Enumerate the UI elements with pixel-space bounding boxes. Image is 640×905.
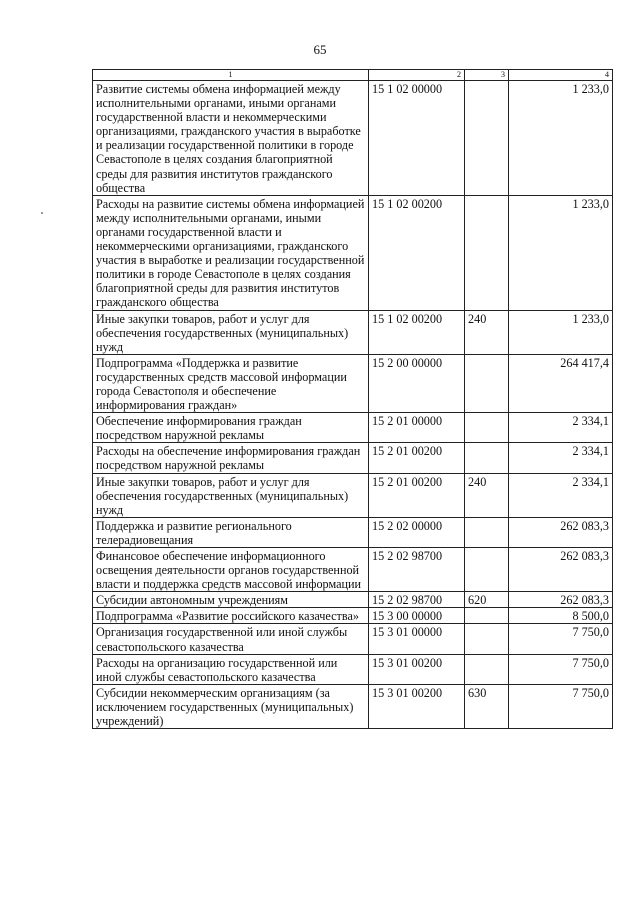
- row-amount: 7 750,0: [509, 624, 613, 654]
- table-row: [93, 548, 613, 592]
- row-amount: 262 083,3: [509, 517, 613, 547]
- row-type: [465, 354, 509, 412]
- row-type: [465, 608, 509, 624]
- row-type: [465, 624, 509, 654]
- row-code: 15 3 00 00000: [369, 608, 465, 624]
- table-row: [93, 608, 613, 624]
- header-col-3: 3: [465, 70, 509, 81]
- scan-artifact: [41, 212, 43, 214]
- row-amount: 262 083,3: [509, 548, 613, 592]
- row-name: Поддержка и развитие регионального телерадиовещания: [93, 517, 369, 547]
- row-amount: 1 233,0: [509, 195, 613, 310]
- row-type: [465, 81, 509, 196]
- row-amount: 2 334,1: [509, 443, 613, 473]
- table-row: [93, 592, 613, 608]
- row-name: Подпрограмма «Развитие российского казачества»: [93, 608, 369, 624]
- table-row: [93, 443, 613, 473]
- table-row: [93, 654, 613, 684]
- row-name: Обеспечение информирования граждан посредством наружной рекламы: [93, 413, 369, 443]
- row-code: 15 2 02 00000: [369, 517, 465, 547]
- table-body: [93, 81, 613, 729]
- row-name: Субсидии автономным учреждениям: [93, 592, 369, 608]
- row-code: 15 3 01 00000: [369, 624, 465, 654]
- row-name: Субсидии некоммерческим организациям (за исключением государственных (муниципальных) учреждений): [93, 684, 369, 728]
- row-type: 620: [465, 592, 509, 608]
- row-type: [465, 195, 509, 310]
- row-code: 15 1 02 00200: [369, 310, 465, 354]
- header-col-1: 1: [93, 70, 369, 81]
- row-amount: 1 233,0: [509, 81, 613, 196]
- table-row: [93, 195, 613, 310]
- row-code: 15 2 01 00000: [369, 413, 465, 443]
- row-code: 15 3 01 00200: [369, 654, 465, 684]
- row-type: 240: [465, 310, 509, 354]
- page-number: 65: [313, 42, 327, 57]
- row-name: Иные закупки товаров, работ и услуг для обеспечения государственных (муниципальных) нужд: [93, 310, 369, 354]
- row-name: Подпрограмма «Поддержка и развитие государственных средств массовой информации города Севастополя и обеспечение информирования граждан»: [93, 354, 369, 412]
- row-name: Развитие системы обмена информацией между исполнительными органами, иными органами государственной власти и некоммерческими организациями, гражданского участия в выработке и реализации государственной политики в городе Севастополе в целях создания благоприятной среды для развития институтов гражданского общества: [93, 81, 369, 196]
- row-code: 15 2 02 98700: [369, 592, 465, 608]
- row-amount: 7 750,0: [509, 684, 613, 728]
- row-name: Организация государственной или иной службы севастопольского казачества: [93, 624, 369, 654]
- table-row: [93, 81, 613, 196]
- row-type: 240: [465, 473, 509, 517]
- row-type: [465, 654, 509, 684]
- table-row: [93, 310, 613, 354]
- row-type: [465, 413, 509, 443]
- row-amount: 2 334,1: [509, 413, 613, 443]
- row-name: Расходы на организацию государственной или иной службы севастопольского казачества: [93, 654, 369, 684]
- table-row: [93, 517, 613, 547]
- row-name: Расходы на обеспечение информирования граждан посредством наружной рекламы: [93, 443, 369, 473]
- row-code: 15 2 02 98700: [369, 548, 465, 592]
- row-amount: 1 233,0: [509, 310, 613, 354]
- table-row: [93, 354, 613, 412]
- table-row: [93, 684, 613, 728]
- row-name: Расходы на развитие системы обмена информацией между исполнительными органами, иными органами государственной власти и некоммерческими организациями, гражданского участия в выработке и реализации государственной политики в городе Севастополе в целях создания благоприятной среды для развития институтов гражданского общества: [93, 195, 369, 310]
- row-code: 15 1 02 00000: [369, 81, 465, 196]
- row-type: 630: [465, 684, 509, 728]
- row-type: [465, 443, 509, 473]
- table-row: [93, 413, 613, 443]
- row-type: [465, 548, 509, 592]
- header-col-4: 4: [509, 70, 613, 81]
- table-row: [93, 473, 613, 517]
- row-amount: 264 417,4: [509, 354, 613, 412]
- row-amount: 8 500,0: [509, 608, 613, 624]
- row-code: 15 2 01 00200: [369, 443, 465, 473]
- row-code: 15 2 00 00000: [369, 354, 465, 412]
- row-amount: 2 334,1: [509, 473, 613, 517]
- row-amount: 7 750,0: [509, 654, 613, 684]
- row-type: [465, 517, 509, 547]
- row-code: 15 3 01 00200: [369, 684, 465, 728]
- budget-table: [92, 69, 613, 729]
- row-code: 15 1 02 00200: [369, 195, 465, 310]
- row-name: Финансовое обеспечение информационного освещения деятельности органов государственной власти и поддержка средств массовой информации: [93, 548, 369, 592]
- header-col-2: 2: [369, 70, 465, 81]
- row-code: 15 2 01 00200: [369, 473, 465, 517]
- table-row: [93, 624, 613, 654]
- row-name: Иные закупки товаров, работ и услуг для обеспечения государственных (муниципальных) нужд: [93, 473, 369, 517]
- table-header-row: [93, 70, 613, 81]
- row-amount: 262 083,3: [509, 592, 613, 608]
